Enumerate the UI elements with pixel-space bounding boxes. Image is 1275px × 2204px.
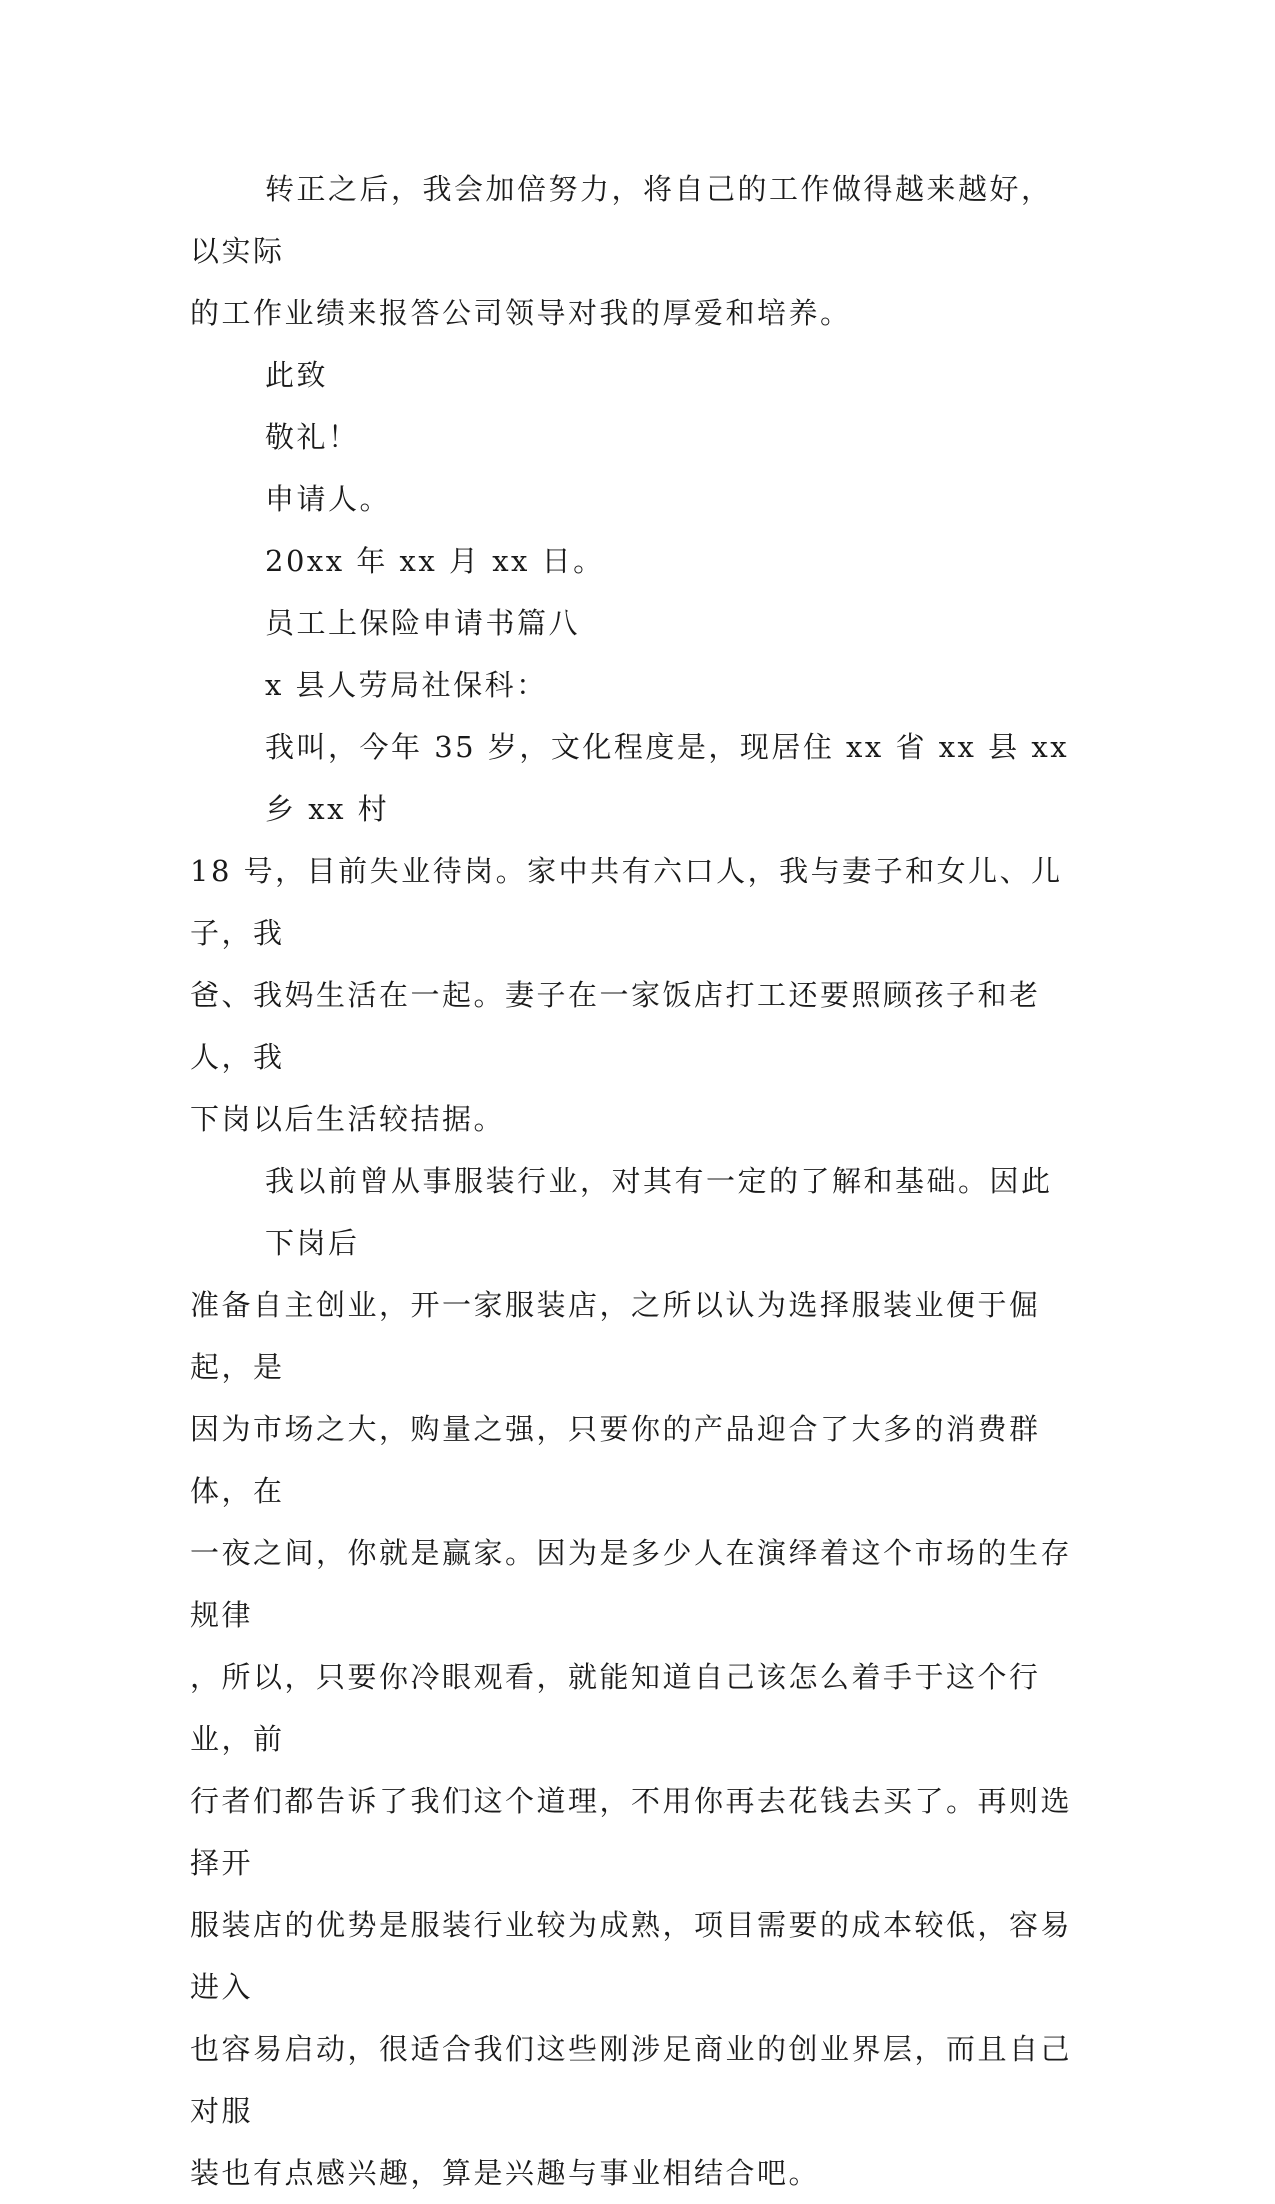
- text-line: 装也有点感兴趣，算是兴趣与事业相结合吧。: [190, 2156, 821, 2190]
- text-line: 我叫，今年 35 岁，文化程度是，现居住 xx 省 xx 县 xx 乡 xx 村: [265, 730, 1070, 826]
- applicant-label: 申请人。: [265, 482, 392, 516]
- paragraph-conclusion: [190, 158, 1080, 344]
- text-line: 的工作业绩来报答公司领导对我的厚爱和培养。: [190, 296, 852, 330]
- text-line: 服装店的优势是服装行业较为成熟，项目需要的成本较低，容易进入: [190, 1908, 1073, 2004]
- document-page: [190, 158, 1080, 2204]
- text-line: 下岗以后生活较拮据。: [190, 1102, 506, 1136]
- paragraph-business-plan: [190, 1150, 1080, 2204]
- addressee-line: x 县人劳局社保科：: [265, 668, 548, 702]
- text-line: 准备自主创业，开一家服装店，之所以认为选择服装业便于倔起，是: [190, 1288, 1041, 1384]
- text-line: 一夜之间，你就是赢家。因为是多少人在演绎着这个市场的生存规律: [190, 1536, 1073, 1632]
- closing-line-1: 此致: [265, 358, 329, 392]
- text-line: ，所以，只要你冷眼观看，就能知道自己该怎么着手于这个行业，前: [190, 1660, 1041, 1756]
- section-title: 员工上保险申请书篇八: [265, 606, 581, 640]
- date-line: 20xx 年 xx 月 xx 日。: [265, 544, 605, 578]
- text-line: 因为市场之大，购量之强，只要你的产品迎合了大多的消费群体，在: [190, 1412, 1041, 1508]
- text-line: 18 号，目前失业待岗。家中共有六口人，我与妻子和女儿、儿子，我: [190, 854, 1063, 950]
- paragraph-personal-info: [190, 716, 1080, 1150]
- closing-line-2: 敬礼！: [265, 420, 360, 454]
- text-line: 行者们都告诉了我们这个道理，不用你再去花钱去买了。再则选择开: [190, 1784, 1073, 1880]
- text-line: 也容易启动，很适合我们这些刚涉足商业的创业界层，而且自己对服: [190, 2032, 1073, 2128]
- text-line: 我以前曾从事服装行业，对其有一定的了解和基础。因此下岗后: [265, 1164, 1053, 1260]
- text-line: 转正之后，我会加倍努力，将自己的工作做得越来越好，以实际: [190, 172, 1053, 268]
- text-line: 爸、我妈生活在一起。妻子在一家饭店打工还要照顾孩子和老人，我: [190, 978, 1041, 1074]
